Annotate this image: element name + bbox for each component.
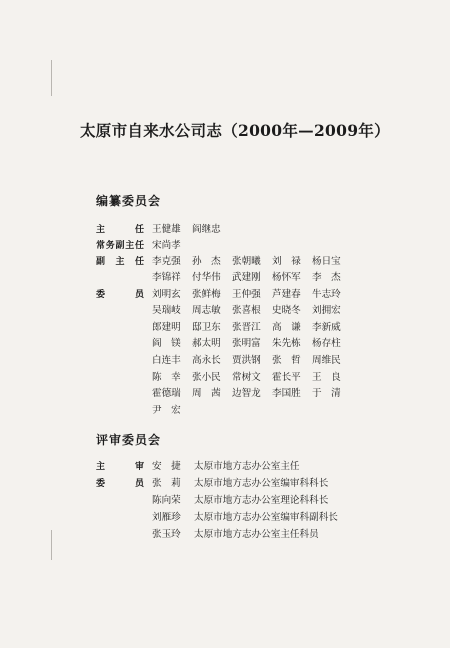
page-title: 太原市自来水公司志（2000年—2009年） <box>80 121 390 140</box>
person-name: 李克强 <box>152 256 181 267</box>
person-name: 张小民 <box>192 372 221 383</box>
margin-mark <box>51 60 52 96</box>
person-name: 陈 幸 <box>152 372 181 383</box>
names-row <box>152 287 352 303</box>
review-row <box>96 493 328 509</box>
person-name: 阎 镁 <box>152 338 181 349</box>
person-name: 李国胜 <box>272 388 301 399</box>
person-name: 张玉玲 <box>152 529 181 540</box>
role-label: 常务副主任 <box>96 241 144 251</box>
role-label: 主 审 <box>96 462 144 472</box>
person-name: 王 良 <box>312 372 341 383</box>
person-name: 刘 禄 <box>272 256 301 267</box>
person-title: 太原市地方志办公室主任 <box>194 461 300 472</box>
person-name: 刘明玄 <box>152 289 181 300</box>
person-name: 尹 宏 <box>152 405 181 416</box>
role-label: 委 员 <box>96 479 144 489</box>
names-row <box>152 303 352 319</box>
person-title: 太原市地方志办公室编审科副科长 <box>194 512 338 523</box>
role-label: 主 任 <box>96 225 144 235</box>
person-title: 太原市地方志办公室理论科科长 <box>194 495 329 506</box>
person-name: 杨日宝 <box>312 256 341 267</box>
person-name: 张朝曦 <box>232 256 261 267</box>
person-name: 阎继忠 <box>192 224 221 235</box>
names-row <box>152 336 352 352</box>
person-name: 史晓冬 <box>272 305 301 316</box>
person-name: 边智龙 <box>232 388 261 399</box>
person-name: 宋尚孝 <box>152 240 181 251</box>
person-title: 太原市地方志办公室编审科科长 <box>194 478 329 489</box>
person-name: 霍德瑞 <box>152 388 181 399</box>
names-row <box>152 238 192 254</box>
person-name: 高永长 <box>192 355 221 366</box>
role-label: 副主任 <box>96 257 144 267</box>
person-name: 高 谦 <box>272 322 301 333</box>
names-row <box>152 270 352 286</box>
person-name: 张晋江 <box>232 322 261 333</box>
person-name: 刘雁珍 <box>152 512 181 523</box>
names-row <box>152 320 352 336</box>
person-name: 刘拥宏 <box>312 305 341 316</box>
person-name: 李新威 <box>312 322 341 333</box>
person-name: 郝太明 <box>192 338 221 349</box>
person-name: 于 清 <box>312 388 341 399</box>
person-name: 芦建春 <box>272 289 301 300</box>
role-label <box>96 493 144 509</box>
person-name: 牛志玲 <box>312 289 341 300</box>
person-name: 张鲜梅 <box>192 289 221 300</box>
person-name: 张 哲 <box>272 355 301 366</box>
person-title: 太原市地方志办公室主任科员 <box>194 529 319 540</box>
person-name: 李 杰 <box>312 272 341 283</box>
names-row <box>152 222 232 238</box>
review-heading: 评审委员会 <box>96 433 162 447</box>
person-name: 安 捷 <box>152 461 181 472</box>
review-row <box>96 459 300 475</box>
person-name: 周维民 <box>312 355 341 366</box>
person-name: 贾洪钢 <box>232 355 261 366</box>
person-name: 杨怀军 <box>272 272 301 283</box>
person-name: 霍长平 <box>272 372 301 383</box>
review-row <box>96 476 328 492</box>
person-name: 常树文 <box>232 372 261 383</box>
person-name: 杨存柱 <box>312 338 341 349</box>
person-name: 白连丰 <box>152 355 181 366</box>
person-name: 李锦祥 <box>152 272 181 283</box>
names-row <box>152 254 352 270</box>
person-name: 张喜根 <box>232 305 261 316</box>
role-label <box>96 510 144 526</box>
person-name: 王健雄 <box>152 224 181 235</box>
role-label: 委 员 <box>96 290 144 300</box>
person-name: 郎建明 <box>152 322 181 333</box>
person-name: 周 茜 <box>192 388 221 399</box>
names-row <box>152 370 352 386</box>
person-name: 张 莉 <box>152 478 181 489</box>
names-row <box>152 386 352 402</box>
person-name: 吴瑞岐 <box>152 305 181 316</box>
person-name: 周志敏 <box>192 305 221 316</box>
person-name: 武建刚 <box>232 272 261 283</box>
person-name: 付华伟 <box>192 272 221 283</box>
role-label <box>96 527 144 543</box>
editorial-heading: 编纂委员会 <box>96 194 162 208</box>
names-row <box>152 353 352 369</box>
review-row <box>96 510 338 526</box>
review-row <box>96 527 319 543</box>
person-name: 邸卫东 <box>192 322 221 333</box>
names-row <box>152 403 192 419</box>
person-name: 陈向荣 <box>152 495 181 506</box>
margin-mark <box>51 530 52 560</box>
person-name: 张明富 <box>232 338 261 349</box>
person-name: 孙 杰 <box>192 256 221 267</box>
person-name: 朱先栋 <box>272 338 301 349</box>
person-name: 王仲强 <box>232 289 261 300</box>
